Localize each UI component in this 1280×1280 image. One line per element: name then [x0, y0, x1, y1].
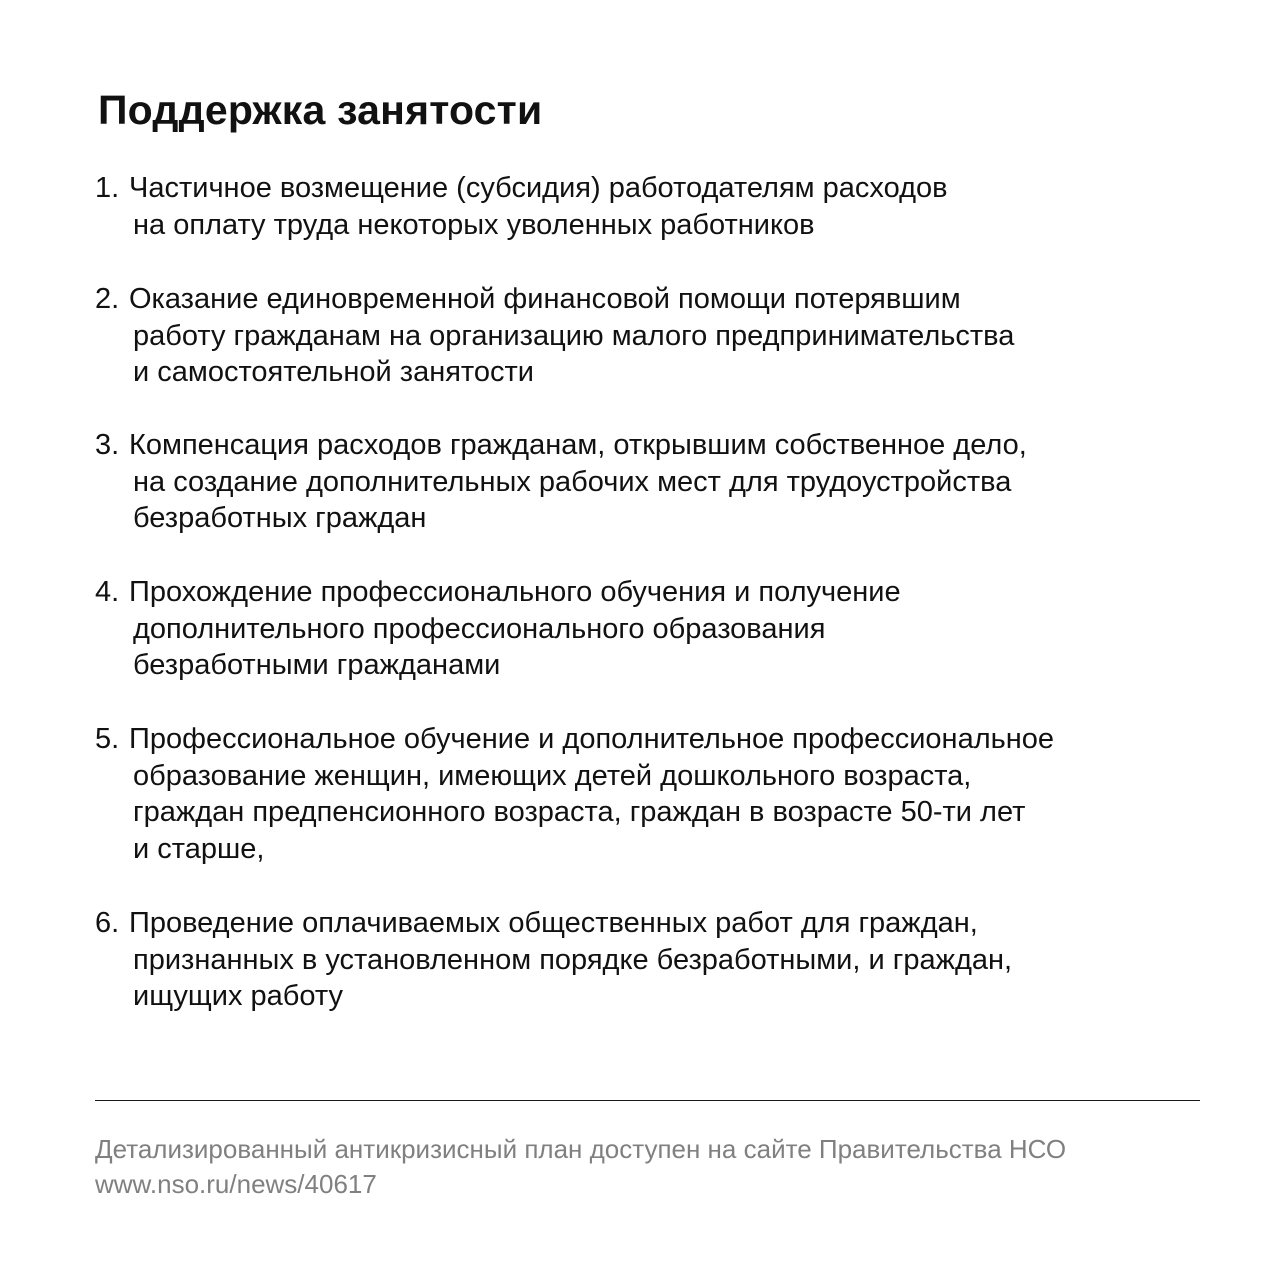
list-item [95, 905, 1215, 1015]
footer-link[interactable]: www.nso.ru/news/40617 [95, 1169, 377, 1199]
item-line: и самостоятельной занятости [133, 356, 535, 389]
item-line: образование женщин, имеющих детей дошкольного возраста, [133, 759, 972, 792]
item-line: Частичное возмещение (субсидия) работодателям расходов [129, 172, 948, 204]
item-line: Компенсация расходов гражданам, открывшим собственное дело, [129, 429, 1027, 461]
footer-note [95, 1132, 1066, 1202]
list-item [95, 721, 1215, 867]
item-line: Проведение оплачиваемых общественных работ для граждан, [129, 907, 978, 939]
item-number: 6. [95, 907, 120, 939]
item-line: на оплату труда некоторых уволенных работников [133, 208, 815, 241]
item-line: на создание дополнительных рабочих мест для трудоустройства [133, 465, 1012, 498]
item-line: работу гражданам на организацию малого предпринимательства [133, 319, 1015, 352]
item-line: Прохождение профессионального обучения и получение [129, 576, 901, 608]
item-line: граждан предпенсионного возраста, граждан в возрасте 50-ти лет [133, 796, 1026, 829]
list-item [95, 281, 1215, 391]
divider [95, 1100, 1200, 1101]
page-title: Поддержка занятости [98, 87, 543, 133]
item-line: ищущих работу [133, 980, 343, 1013]
item-line: безработных граждан [133, 502, 427, 535]
item-line: дополнительного профессионального образования [133, 612, 826, 645]
item-line: Оказание единовременной финансовой помощи потерявшим [129, 283, 961, 315]
item-line: безработными гражданами [133, 649, 501, 682]
item-line: и старше, [133, 832, 265, 865]
item-number: 3. [95, 429, 120, 461]
list-item [95, 427, 1215, 537]
footer-text: Детализированный антикризисный план доступен на сайте Правительства НСО [95, 1134, 1067, 1164]
list-item [95, 170, 1215, 243]
item-number: 4. [95, 576, 120, 608]
item-number: 1. [95, 172, 120, 204]
item-number: 2. [95, 283, 120, 315]
list-item [95, 574, 1215, 684]
item-number: 5. [95, 723, 120, 755]
item-line: признанных в установленном порядке безработными, и граждан, [133, 943, 1013, 976]
item-line: Профессиональное обучение и дополнительное профессиональное [129, 723, 1054, 755]
